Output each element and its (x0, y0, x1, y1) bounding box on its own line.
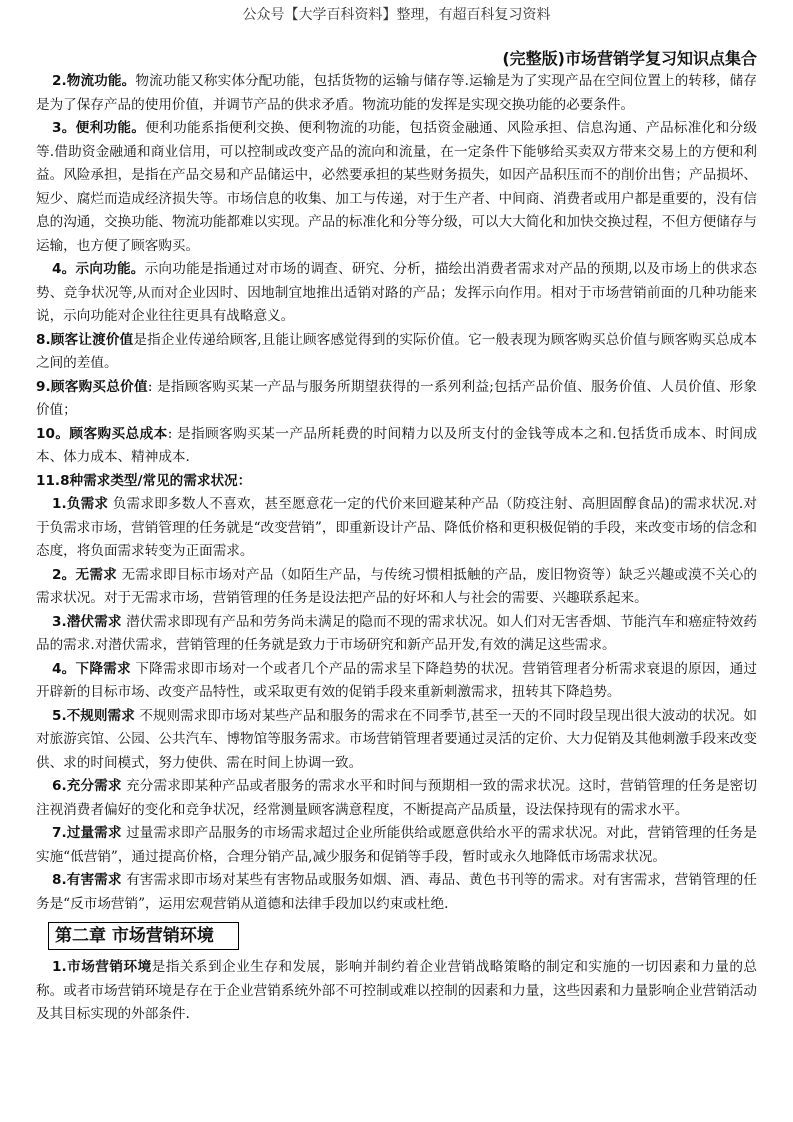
demand-types-heading: 11.8种需求类型/常见的需求状况： (36, 472, 252, 489)
definition-customer-delivered-value (36, 329, 757, 376)
chapter-heading: 第二章 市场营销环境 (48, 922, 239, 950)
term-label: 3.潜伏需求 (52, 613, 122, 630)
demand-item-irregular (36, 705, 757, 776)
definition-text: : 是指顾客购买某一产品所耗费的时间精力以及所支付的金钱等成本之和.包括货币成本、时间成本、体力成本、精神成本. (36, 425, 757, 465)
term-label: 2。无需求 (52, 566, 117, 583)
term-label: 6.充分需求 (52, 778, 122, 794)
demand-text: 过量需求即产品服务的市场需求超过企业所能供给或愿意供给水平的需求状况。对此，营销管理的任务是实施“低营销”，通过提高价格，合理分销产品,减少服务和促销等手段，暂时或永久地降低市场需求状况。 (36, 825, 757, 865)
page-header: 公众号【大学百科资料】整理，有超百科复习资料 (242, 7, 551, 23)
document-title: (完整版)市场营销学复习知识点集合 (502, 49, 757, 68)
paragraph-guiding-function (36, 258, 757, 329)
demand-item-latent (36, 611, 757, 658)
document-body (36, 70, 757, 1027)
demand-text: 下降需求即市场对一个或者几个产品的需求呈下降趋势的状况。营销管理者分析需求衰退的原因，通过开辟新的目标市场、改变产品特性，或采取更有效的促销手段来重新刺激需求，扭转其下降趋势。 (36, 660, 757, 700)
definition-text: 是指企业传递给顾客,且能让顾客感觉得到的实际价值。它一般表现为顾客购买总价值与顾客购买总成本之间的差值。 (36, 331, 757, 371)
term-label: 4。示向功能。 (52, 261, 145, 277)
demand-text: 有害需求即市场对某些有害物品或服务如烟、酒、毒品、黄色书刊等的需求。对有害需求，营销管理的任务是“反市场营销”，运用宏观营销从道德和法律手段加以约束或杜绝. (36, 872, 757, 912)
term-label: 4。下降需求 (52, 660, 131, 677)
definition-total-customer-cost (36, 423, 757, 470)
paragraph-text: 物流功能又称实体分配功能，包括货物的运输与储存等.运输是为了实现产品在空间位置上的转移，储存是为了保存产品的使用价值，并调节产品的供求矛盾。物流功能的发挥是实现交换功能的必要条件。 (36, 73, 757, 113)
paragraph-logistics-function (36, 70, 757, 117)
definition-total-customer-value (36, 376, 757, 423)
demand-text: 负需求即多数人不喜欢，甚至愿意花一定的代价来回避某种产品（防疫注射、高胆固醇食品)的需求状况.对于负需求市场，营销管理的任务就是“改变营销”，即重新设计产品、降低价格和更积极促销的手段，来改变市场的信念和态度，将负面需求转变为正面需求。 (36, 496, 758, 559)
paragraph-text: 示向功能是指通过对市场的调查、研究、分析，描绘出消费者需求对产品的预期,以及市场上的供求态势、竞争状况等,从而对企业因时、因地制宜地推出适销对路的产品；发挥示向作用。相对于市场营销前面的几种功能来说，示向功能对企业往往更具有战略意义。 (36, 261, 757, 324)
demand-item-full (36, 775, 757, 822)
term-label: 10。顾客购买总成本 (36, 425, 168, 442)
demand-text: 充分需求即某种产品或者服务的需求水平和时间与预期相一致的需求状况。这时，营销管理的任务是密切注视消费者偏好的变化和竞争状况，经常测量顾客满意程度，不断提高产品质量，设法保持现有的需求水平。 (36, 778, 757, 818)
demand-item-unwholesome (36, 869, 757, 916)
term-label: 7.过量需求 (52, 825, 122, 841)
definition-text: 是指关系到企业生存和发展，影响并制约着企业营销战略策略的制定和实施的一切因素和力量的总称。或者市场营销环境是存在于企业营销系统外部不可控制或难以控制的因素和力量，这些因素和力量影响企业营销活动及其目标实现的外部条件. (36, 959, 757, 1022)
demand-item-no-demand (36, 564, 757, 611)
definition-text: : 是指顾客购买某一产品与服务所期望获得的一系列利益;包括产品价值、服务价值、人员价值、形象价值； (36, 378, 757, 418)
term-label: 8.顾客让渡价值 (36, 331, 134, 348)
term-label: 5.不规则需求 (52, 707, 135, 724)
term-label: 1.负需求 (52, 496, 109, 512)
demand-text: 无需求即目标市场对产品（如陌生产品，与传统习惯相抵触的产品，废旧物资等）缺乏兴趣或漠不关心的需求状况。对于无需求市场，营销管理的任务是设法把产品的好坏和人与社会的需要、兴趣联系起来。 (36, 566, 757, 606)
term-label: 3。便利功能。 (52, 120, 146, 136)
paragraph-facilitating-function (36, 117, 757, 258)
demand-text: 不规则需求即市场对某些产品和服务的需求在不同季节,甚至一天的不同时段呈现出很大波动的状况。如对旅游宾馆、公园、公共汽车、博物馆等服务需求。市场营销管理者要通过灵活的定价、大力促销及其他刺激手段来改变供、求的时间模式，努力使供、需在时间上协调一致。 (36, 707, 757, 771)
term-label: 2.物流功能。 (52, 73, 136, 89)
term-label: 8.有害需求 (52, 872, 122, 888)
demand-item-declining (36, 658, 757, 705)
demand-item-overfull (36, 822, 757, 869)
definition-marketing-environment (36, 956, 757, 1027)
term-label: 1.市场营销环境 (52, 959, 152, 975)
demand-item-negative (36, 493, 757, 564)
demand-text: 潜伏需求即现有产品和劳务尚未满足的隐而不现的需求状况。如人们对无害香烟、节能汽车和癌症特效药品的需求.对潜伏需求，营销管理的任务就是致力于市场研究和新产品开发,有效的满足这些需求。 (36, 613, 757, 653)
term-label: 9.顾客购买总价值 (36, 378, 148, 395)
paragraph-text: 便利功能系指便利交换、便利物流的功能，包括资金融通、风险承担、信息沟通、产品标准化和分级等.借助资金融通和商业信用，可以控制或改变产品的流向和流量，在一定条件下能够给买卖双方带来交易上的方便和利益。风险承担，是指在产品交易和产品储运中，必然要承担的某些财务损失，如因产品积压而不的削价出售；产品损坏、短少、腐烂而造成经济损失等。市场信息的收集、加工与传递，对于生产者、中间商、消费者或用户都是重要的，没有信息的沟通，交换功能、物流功能都难以实现。产品的标准化和分等分级，可以大大简化和加快交换过程，不但方便储存与运输，也方便了顾客购买。 (36, 120, 757, 254)
